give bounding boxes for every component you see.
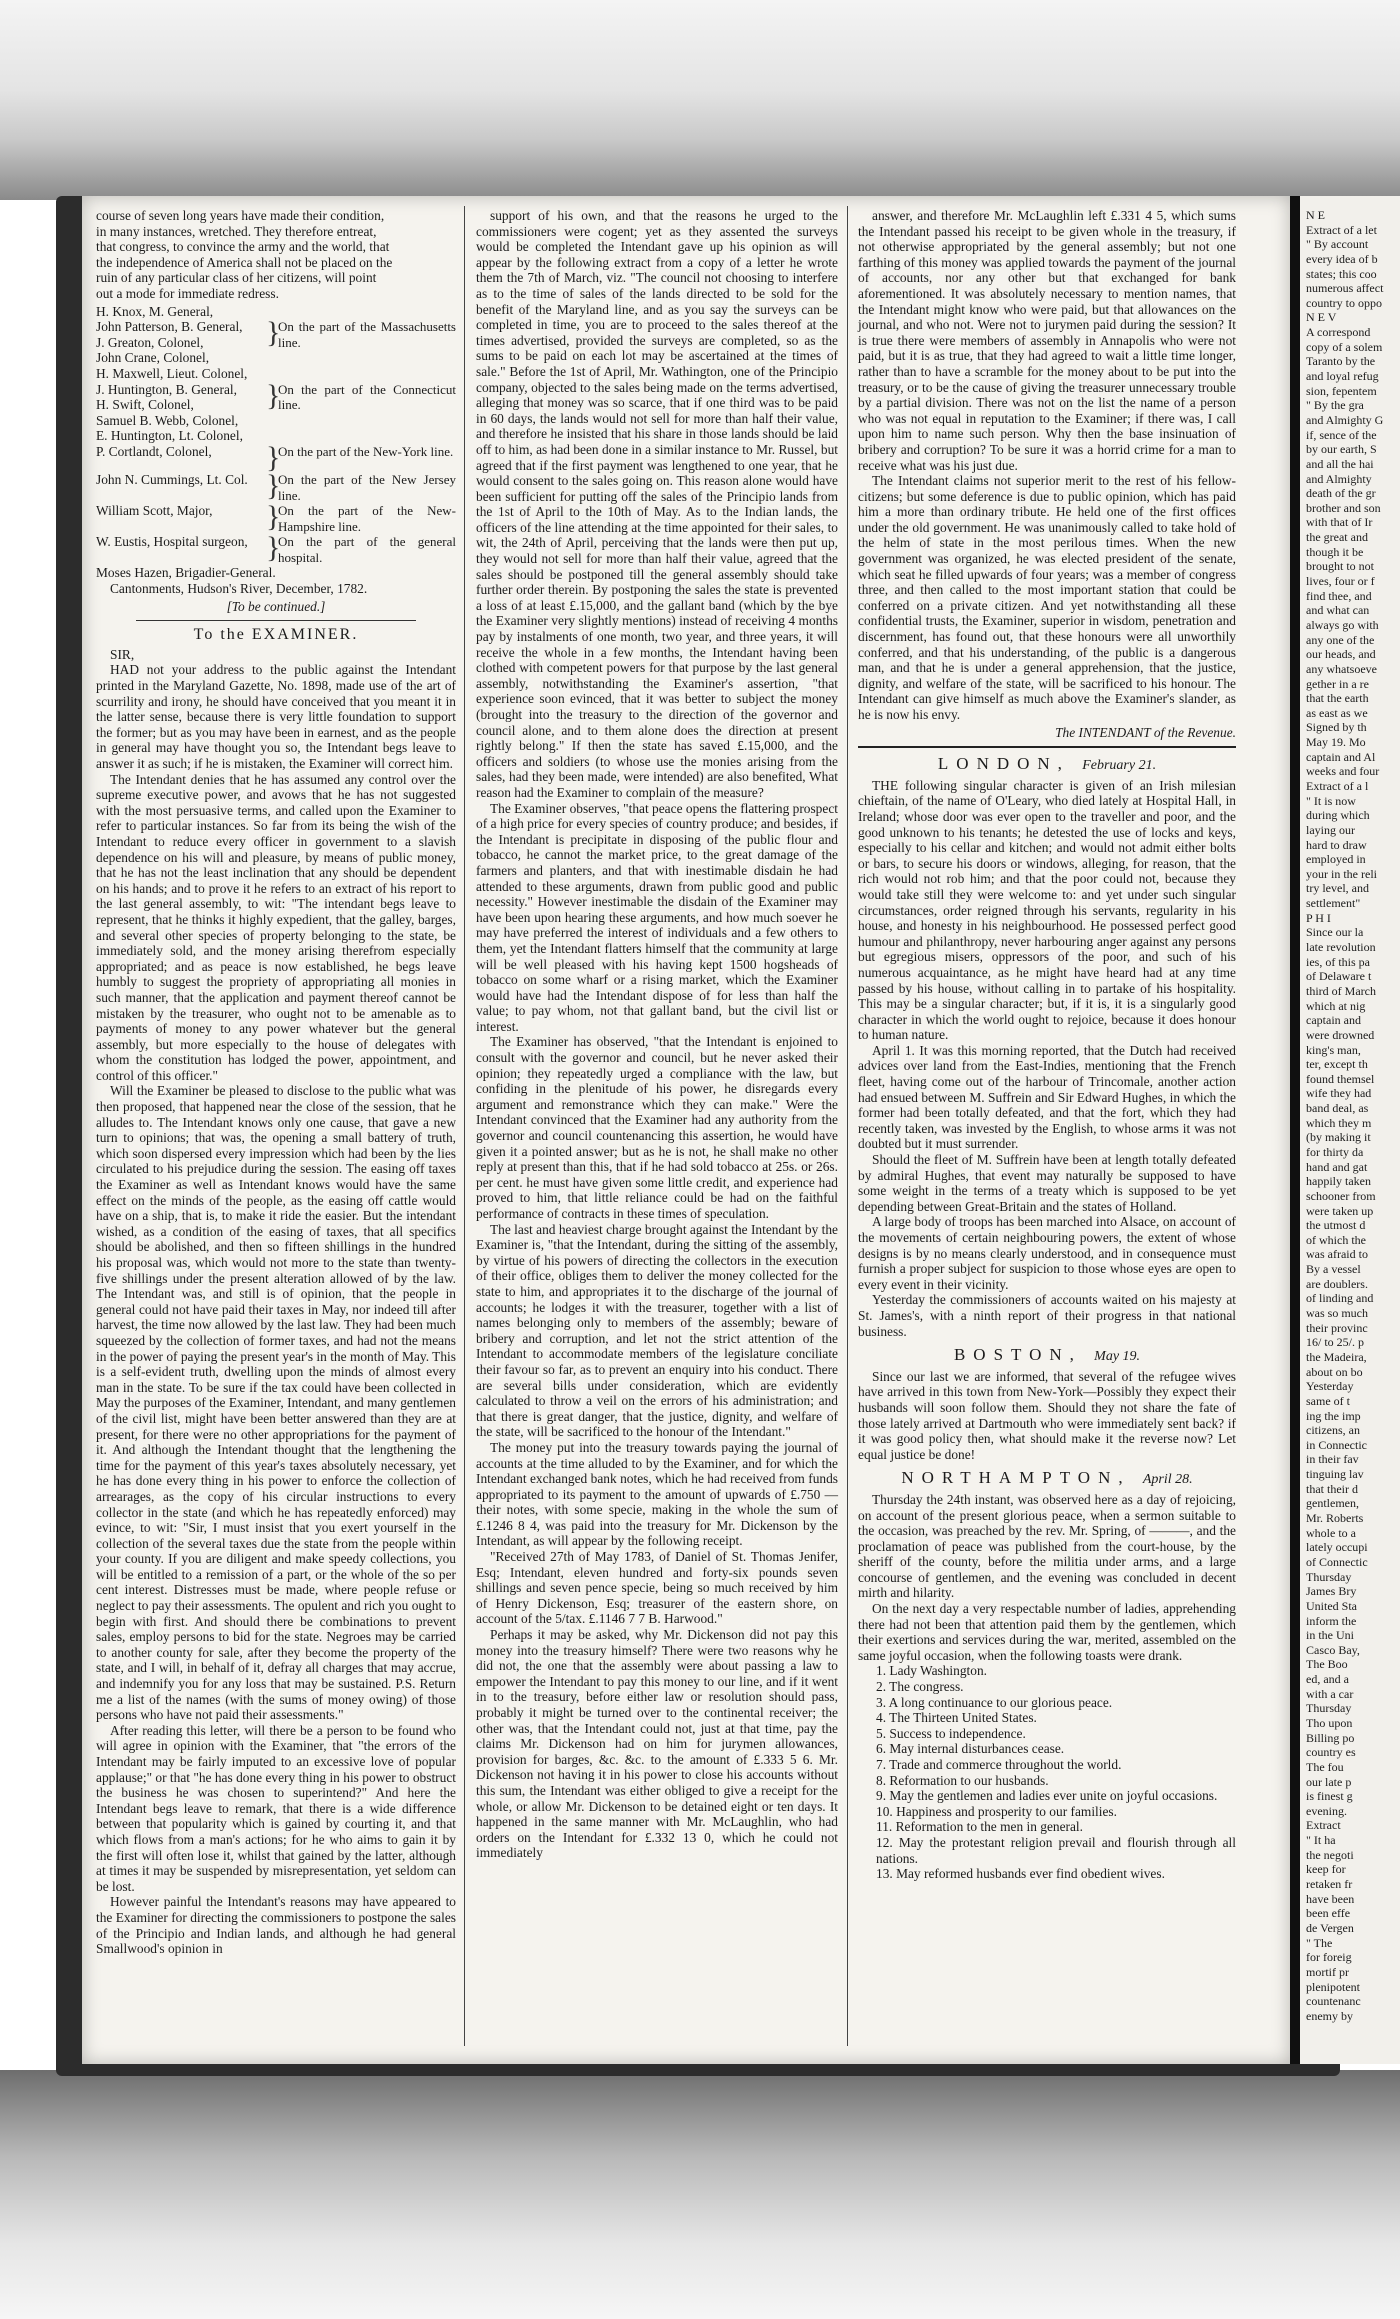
- signatory-name: Samuel B. Webb, Colonel,: [96, 412, 239, 428]
- text-line: ies, of this pa: [1306, 954, 1370, 969]
- text-line: always go with: [1306, 617, 1379, 632]
- text-line: in Connectic: [1306, 1437, 1367, 1452]
- text-line: (by making it: [1306, 1130, 1371, 1145]
- text-line: in many instances, wretched. They therefore entreat,: [96, 223, 377, 239]
- signatory-group: [96, 378, 456, 444]
- text-line: gether in a re: [1306, 676, 1369, 691]
- adjacent-page: [1300, 196, 1400, 2064]
- text-line: N E V: [1306, 310, 1337, 325]
- text-line: states; this coo: [1306, 266, 1377, 281]
- column-rule: [464, 206, 465, 2046]
- text-line: 16/ to 25/. p: [1306, 1335, 1365, 1350]
- signatory-names: [96, 534, 266, 550]
- dateline-boston-place: BOSTON,: [953, 1345, 1082, 1365]
- signatory-group: [96, 500, 456, 534]
- text-line: any whatsoeve: [1306, 661, 1377, 676]
- paragraph: The Intendant claims not superior merit to the rest of his fellow-citizens; but some deference is due to public opinion, which has paid him a more than ordinary tribute. He held one of the first offices under the old government. He was unanimously called to take hold of the helm of state in the most perilous times. When the new government was organized, he was elected president of the senate, which seat he filled upwards of four years; was a member of congress three, and then called to the most important station that could be conferred on a private citizen. And yet notwithstanding all these confidential trusts, the Examiner, superior in wisdom, penetration and discernment, has found out, that these honours were all unworthily conferred, and that his understanding, of the public is a dangerous man, and that he is under a general apprehension, that the justice, dignity, and welfare of the state, will be sacrificed to his honour. The Intendant can give himself as much above the Examiner's slander, as he is now his envy.: [858, 473, 1236, 722]
- toast-item: 7. Trade and commerce throughout the world.: [876, 1757, 1122, 1772]
- signatory-names: [96, 503, 266, 519]
- text-line: ter, except th: [1306, 1057, 1368, 1072]
- text-line: with that of Ir: [1306, 515, 1373, 530]
- text-line: brother and son: [1306, 500, 1381, 515]
- text-line: try level, and: [1306, 881, 1369, 896]
- dateline-northampton-place: NORTHAMPTON,: [901, 1468, 1131, 1488]
- text-line: mortif pr: [1306, 1964, 1349, 1979]
- text-line: were drowned: [1306, 1027, 1375, 1042]
- text-line: Tho upon: [1306, 1715, 1353, 1730]
- dateline-london-date: February 21.: [1082, 758, 1157, 774]
- petition-closing-text: [96, 208, 456, 302]
- text-line: our heads, and: [1306, 647, 1376, 662]
- signatory-name: H. Knox, M. General,: [96, 303, 214, 319]
- text-line: and what can: [1306, 603, 1370, 618]
- news-paragraph: On the next day a very respectable number of ladies, apprehending there had not been that attention paid them by the gentlemen, which their exertions and services during the war, merited, assembled on the same joyful occasion, when the following toasts were drank.: [858, 1601, 1236, 1663]
- letter-body-continued: [476, 208, 838, 1861]
- text-line: United Sta: [1306, 1598, 1357, 1613]
- text-line: " By account: [1306, 237, 1369, 252]
- text-line: Since our la: [1306, 925, 1364, 940]
- text-line: in their fav: [1306, 1452, 1359, 1467]
- signatory-names: [96, 444, 266, 460]
- text-line: were taken up: [1306, 1203, 1374, 1218]
- signatory-name: P. Cortlandt, Colonel,: [96, 443, 212, 459]
- text-line: P H I: [1306, 910, 1331, 925]
- text-line: hand and gat: [1306, 1159, 1368, 1174]
- text-line: that their d: [1306, 1481, 1358, 1496]
- paragraph: The last and heaviest charge brought against the Intendant by the Examiner is, "that the Intendant, during the sitting of the assembly, by virtue of his powers of directing the collectors in the execution of their office, obliges them to deliver the money collected for the state to him, and appropriates it to the discharge of the journal of accounts; he lodges it with the treasurer, together with a list of names belonging only to members of the assembly; beware of bribery and corruption, and let not the strict attention of the Intendant to accommodate members of the legislature conciliate their favour so far, as to prevent an enquiry into his conduct. There are several bills under consideration, which are evidently calculated to throw a veil on the errors of his administration; and that there is great danger, that the justice, dignity, and welfare of the state, will be sacrificed to the honour of the Intendant.": [476, 1221, 838, 1440]
- text-line: was afraid to: [1306, 1247, 1368, 1262]
- text-line: May 19. Mo: [1306, 735, 1366, 750]
- text-line: same of t: [1306, 1393, 1350, 1408]
- signatory-names: [96, 472, 266, 488]
- signatory-line-note: On the part of the New-Hampshire line.: [278, 503, 456, 534]
- toast-item: 8. Reformation to our husbands.: [876, 1772, 1049, 1788]
- text-line: captain and: [1306, 1013, 1361, 1028]
- text-line: " The: [1306, 1935, 1333, 1950]
- text-line: of linding and: [1306, 1291, 1374, 1306]
- signatory-group: [96, 531, 456, 565]
- text-line: though it be: [1306, 544, 1364, 559]
- text-line: country to oppo: [1306, 295, 1382, 310]
- letter-body: [96, 662, 456, 1956]
- text-line: our late p: [1306, 1774, 1352, 1789]
- salutation: SIR,: [110, 646, 135, 662]
- text-line: Extract of a let: [1306, 222, 1377, 237]
- text-line: citizens, an: [1306, 1423, 1360, 1438]
- text-line: plenipotent: [1306, 1979, 1360, 1994]
- scan-background-top: [0, 0, 1400, 200]
- text-line: found themsel: [1306, 1071, 1375, 1086]
- text-line: inform the: [1306, 1613, 1357, 1628]
- boston-news: [858, 1369, 1236, 1463]
- text-line: of Connectic: [1306, 1554, 1368, 1569]
- text-line: for thirty da: [1306, 1145, 1364, 1159]
- brace: }: [266, 316, 281, 350]
- text-line: the utmost d: [1306, 1218, 1366, 1233]
- text-line: for foreig: [1306, 1950, 1352, 1965]
- text-line: A correspond: [1306, 325, 1371, 340]
- text-line: have been: [1306, 1891, 1355, 1906]
- text-line: which at nig: [1306, 998, 1366, 1013]
- signatory-line-note: On the part of the Connecticut line.: [278, 381, 456, 413]
- text-line: By a vessel: [1306, 1262, 1361, 1277]
- text-line: that the earth: [1306, 691, 1369, 706]
- dateline: Cantonments, Hudson's River, December, 1782.: [110, 581, 368, 597]
- column-1: [96, 208, 456, 1957]
- paragraph: "Received 27th of May 1783, of Daniel of St. Thomas Jenifer, Esq; Intendant, eleven hundred and forty-six pounds seven shillings and seven pence specie, being so much received by him of Henry Dickenson, Esq; treasurer of the eastern shore, on account of the 5/tax. £.1146 7 7 B. Harwood.": [476, 1549, 838, 1627]
- paragraph: Will the Examiner be pleased to disclose to the public what was then proposed, that happened near the close of the session, that he alludes to. The Intendant knows only one cause, that gave a new turn to opinions; that was, the opening a small battery of truth, which soon dispersed every impression which had been by the lies circulated to his prejudice during the session. The easing off taxes the Examiner as well as Intendant knows would have the same effect on the minds of the people, as the easing off cattle would have on a ship, that is, to make it ride the easier. But the intendant wished, as a condition of the easing of taxes, that all specifics should be abolished, and then so fifteen shillings in the hundred his proposal was, which would not more to the state than twenty-five shillings under the present alteration allowed of by the law. The Intendant was, and still is of opinion, that the people in general could not have paid their taxes in May, nor indeed till after harvest, the time now allowed by the last law. They had been much squeezed by the collection of former taxes, and had not the means in the power of paying the present year's in the month of May. This is a self-evident truth, dwelling upon the minds of almost every man in the state. To be sure if the tax could have been collected in May the purposes of the Examiner, Intendant, and many gentlemen of the civil list, might have been better answered than they are at present, for there were no other appropriations for the payment of it. And although the Intendant thought that the lengthening the time for the payment of this year's taxes absolutely necessary, yet he has done every thing in his power to enforce the collection of arrearages, as the copy of his circular instructions to every collector in the state (and which he has repeatedly enforced) may evince, to wit: "Sir, I must insist that you exert yourself in the collection of the several taxes due the state from the people within your county. If you are diligent and make speedy collections, you will be entitled to a remission of a part, or the whole of the so per cent interest. Distresses must be made, where people refuse or neglect to pay their assessments. The opulent and rich you ought to begin with first. And should there be combinations to prevent sales, employ persons to bid for the state. Negroes may be carried to another county for sale, after they become the property of the state, and I will, in behalf of it, defray all charges that may accrue, and indemnify you for any loss that may be sustained. P.S. Return me a list of the names (with the sums of money owing) of those persons who have not paid their assessments.": [96, 1083, 456, 1723]
- paragraph: answer, and therefore Mr. McLaughlin left £.331 4 5, which sums the Intendant passed his receipt to be given whole in the treasury, if not otherwise appropriated by the general assembly; but not one farthing of this money was applied towards the payment of the journal of accounts, nor any other but that exchanged for bank aforementioned. It was absolutely necessary to mention names, that the Intendant might know who were paid, but that allowances on the journal, and who not. Were not to jurymen paid during the session? It is true there were members of assembly in Annapolis who were not paid, but it is as true, that they had agreed to wait a little time longer, rather than to have a scramble for the money about to be put into the treasury, or to be the cause of giving the treasurer unnecessary trouble by a partial division. There was not on the list the name of a person who was not equal in reputation to the Examiner; if there was, I call upon him to name such person. Why then the base insinuation of bribery and corruption? To be sure it was a horrid crime for a man to receive what was his just due.: [858, 208, 1236, 473]
- text-line: find thee, and: [1306, 588, 1372, 603]
- text-line: evening.: [1306, 1803, 1347, 1818]
- dateline-boston-date: May 19.: [1094, 1349, 1141, 1365]
- signatory-line-note: On the part of the Massachusetts line.: [278, 319, 456, 350]
- text-line: every idea of b: [1306, 251, 1378, 266]
- text-line: ing the imp: [1306, 1408, 1361, 1423]
- page-gutter: [1290, 196, 1300, 2064]
- letter-heading: To the EXAMINER.: [193, 626, 359, 644]
- signatory-name: E. Huntington, Lt. Colonel,: [96, 428, 243, 444]
- paragraph: The money put into the treasury towards paying the journal of accounts at the time alluded to by the Examiner, and for which the Intendant exchanged bank notes, which he had received from funds appropriated to its payment to the amount of upwards of £.750 — their notes, with some specie, making in the whole the sum of £.1246 8 4, was paid into the treasury for Mr. Dickenson by the Intendant, as will appear by the following receipt.: [476, 1439, 838, 1549]
- dateline-northampton: [858, 1470, 1236, 1488]
- signatory-name: J. Huntington, B. General,: [96, 381, 237, 397]
- toast-item: 2. The congress.: [876, 1679, 964, 1695]
- text-line: if, sence of the: [1306, 427, 1377, 442]
- text-line: whole to a: [1306, 1525, 1356, 1540]
- toast-item: 13. May reformed husbands ever find obedient wives.: [876, 1866, 1165, 1882]
- text-line: death of the gr: [1306, 486, 1376, 501]
- text-line: wife they had: [1306, 1086, 1372, 1101]
- toast-item: 1. Lady Washington.: [876, 1663, 987, 1679]
- dateline-northampton-date: April 28.: [1142, 1472, 1193, 1488]
- text-line: ed, and a: [1306, 1672, 1349, 1687]
- text-line: ruin of any particular class of her citizens, will point: [96, 270, 377, 286]
- text-line: brought to not: [1306, 559, 1374, 574]
- signatory-line-note: On the part of the general hospital.: [278, 534, 456, 565]
- text-line: Mr. Roberts: [1306, 1511, 1364, 1526]
- text-line: been effe: [1306, 1906, 1351, 1921]
- text-line: " By the gra: [1306, 398, 1364, 413]
- text-line: " It is now: [1306, 793, 1356, 808]
- scan-background-bottom: [0, 2070, 1400, 2319]
- paragraph: However painful the Intendant's reasons may have appeared to the Examiner for directing the commissioners to postpone the sales of the Principio and Indian lands, and although he had general Smallwood's opinion in: [96, 1894, 456, 1957]
- text-line: the independence of America shall not be placed on the: [96, 254, 393, 270]
- text-line: Thursday: [1306, 1701, 1352, 1716]
- text-line: late revolution: [1306, 940, 1376, 955]
- text-line: Thursday: [1306, 1569, 1352, 1584]
- text-line: employed in: [1306, 852, 1366, 867]
- letter-body-conclusion: [858, 208, 1236, 723]
- text-line: retaken fr: [1306, 1877, 1353, 1892]
- newspaper-page: [82, 196, 1290, 2064]
- signatory-names: [96, 382, 266, 444]
- text-line: numerous affect: [1306, 281, 1384, 296]
- text-line: with a car: [1306, 1686, 1354, 1701]
- brace: }: [266, 468, 281, 502]
- text-line: which they m: [1306, 1115, 1372, 1130]
- column-3: [858, 208, 1236, 1882]
- text-line: settlement": [1306, 896, 1361, 911]
- column-2: [476, 208, 838, 1861]
- signatory-line-note: On the part of the New-York line.: [278, 443, 454, 459]
- paragraph: The Intendant denies that he has assumed any control over the supreme executive power, and avows that he has not suggested with the most persuasive terms, and called upon the Examiner to refer to particular instances. So far from its being the wish of the Intendant to reduce every officer in government to a slavish dependence on his will and pleasure, by means of public money, that he has not the least inclination that any should be dependent on his hands; and to prove it he refers to an extract of his report to the last general assembly, to wit: "The intendant begs leave to represent, that he thinks it highly expedient, that the galley, barges, and several other species of property belonging to the state, be immediately sold, and the money arising therefrom especially appropriated; and as peace is now established, he begs leave humbly to suggest the propriety of appropriating all monies in such manner, that the application and payment thereof cannot be mistaken by the treasurer, who ought not to be amenable as to payments of money to any power whatever but the general assembly, but more especially to the house of delegates with whom the constitution has lodged the power, appointment, and control of this officer.": [96, 771, 456, 1083]
- signatory-name: J. Greaton, Colonel,: [96, 334, 204, 350]
- signatory-name: H. Maxwell, Lieut. Colonel,: [96, 365, 248, 381]
- text-line: Billing po: [1306, 1730, 1355, 1745]
- text-line: of Delaware t: [1306, 969, 1372, 984]
- text-line: keep for: [1306, 1862, 1346, 1877]
- text-line: the great and: [1306, 530, 1368, 545]
- dateline-london-place: LONDON,: [937, 754, 1070, 774]
- toast-item: 9. May the gentlemen and ladies ever unite on joyful occasions.: [876, 1788, 1218, 1804]
- news-paragraph: THE following singular character is given of an Irish milesian chieftain, of the name of O'Leary, who died lately at Hospital Hall, in Ireland; whose door was ever open to the traveller and poor, and the good unknown to his tenants; he detested the use of locks and keys, especially to his cellar and kitchen; and would not admit either bolts or bars, to secure his doors or windows, alleging, for reason, that the rich would not rob him; and that the poor could not, because they would take still they were welcome to: and yet under such singular circumstances, order reigned through his servants, regularity in his house, and honesty in his neighbourhood. He possessed perfect good humour and philanthropy, never harbouring anger against any persons but egregious misers, oppressors of the poor, and such of his numerous acquaintance, as he might have heard had at any time passed by his house, without calling in to partake of his hospitality. This may be a singular character; but, if it is, it is a singularly good character in which the world ought to rejoice, because it does honour to human nature.: [858, 777, 1236, 1043]
- text-line: course of seven long years have made their condition,: [96, 208, 385, 223]
- text-line: N E: [1306, 208, 1325, 222]
- news-paragraph: Since our last we are informed, that several of the refugee wives have arrived in this town from New-York—Possibly they expect their husbands will soon follow them. Should they not share the fate of those lately arrived at Dartmouth who were immediately sent back? if it was good policy then, what should make it the reverse now? Let equal justice be done!: [858, 1368, 1236, 1462]
- northampton-news: [858, 1492, 1236, 1664]
- news-paragraph: April 1. It was this morning reported, that the Dutch had received advices over land from the East-Indies, mentioning that the French fleet, having come out of the harbour of Trincomale, another action had ensued between M. Suffrein and Sir Edward Hughes, in which the former had been totally defeated, and that the fort, which they had recently taken, was invested by the English, to whose arms it was not doubted but it must surrender.: [858, 1042, 1236, 1152]
- signatories-list: [96, 304, 456, 566]
- text-line: are doublers.: [1306, 1276, 1368, 1291]
- text-line: and loyal refug: [1306, 369, 1379, 384]
- text-line: gentlemen,: [1306, 1496, 1359, 1511]
- news-paragraph: Should the fleet of M. Suffrein have been at length totally defeated by admiral Hughes, that event may naturally be supposed to have some weight in the terms of a treaty which is supposed to be yet depending between Great-Britain and the states of Holland.: [858, 1152, 1236, 1214]
- toast-item: 12. May the protestant religion prevail and flourish through all nations.: [876, 1834, 1236, 1866]
- text-line: schooner from: [1306, 1188, 1376, 1203]
- column-rule: [847, 206, 848, 2046]
- london-news: [858, 778, 1236, 1339]
- text-line: about on bo: [1306, 1364, 1363, 1379]
- news-paragraph: Yesterday the commissioners of accounts waited on his majesty at St. James's, with a ninth report of their progress in that national business.: [858, 1292, 1236, 1339]
- text-line: de Vergen: [1306, 1920, 1354, 1935]
- text-line: and Almighty G: [1306, 412, 1384, 427]
- text-line: third of March: [1306, 983, 1376, 998]
- text-line: hard to draw: [1306, 837, 1367, 852]
- brace: }: [266, 440, 281, 474]
- text-line: lives, four or f: [1306, 574, 1375, 589]
- text-line: sion, fepentem: [1306, 383, 1377, 398]
- text-line: lately occupi: [1306, 1540, 1368, 1555]
- news-paragraph: Thursday the 24th instant, was observed here as a day of rejoicing, on account of the present glorious peace, when a sermon suitable to the occasion, was preached by the rev. Mr. Spring, of ———, and the proclamation of peace was published from the court-house, by the sheriff of the county, before the militia under arms, and a large concourse of gentlemen, and the evening was concluded in decent mirth and hilarity.: [858, 1491, 1236, 1601]
- text-line: during which: [1306, 808, 1370, 823]
- text-line: Casco Bay,: [1306, 1642, 1360, 1657]
- text-line: in the Uni: [1306, 1628, 1354, 1643]
- dateline-boston: [858, 1347, 1236, 1365]
- text-line: happily taken: [1306, 1174, 1371, 1189]
- signatory-group: [96, 316, 456, 381]
- signatory-names: [96, 304, 266, 320]
- text-line: countenanc: [1306, 1994, 1361, 2009]
- signatory-name: John Crane, Colonel,: [96, 350, 210, 366]
- toast-item: 3. A long continuance to our glorious peace.: [876, 1694, 1113, 1710]
- text-line: The fou: [1306, 1759, 1344, 1774]
- toast-item: 11. Reformation to the men in general.: [876, 1819, 1083, 1835]
- toast-list: [858, 1663, 1236, 1881]
- text-line: king's man,: [1306, 1042, 1361, 1057]
- divider: [858, 746, 1236, 748]
- paragraph: The Examiner observes, "that peace opens the flattering prospect of a high price for every species of country produce; and besides, if the Intendant is precipitate in disposing of the public flour and tobacco, he cannot the market price, to the great damage of the farmers and planters, and that with inestimable disdain he had attended to these arguments, drawn from public good and public necessity." However inestimable the disdain of the Examiner may have been upon hearing these arguments, and how much soever he may have preferred the interest of individuals and a few others to them, yet the Intendant flatters himself that the community at large will be well pleased with his having kept 1500 hogsheads of tobacco on some wharf or a rising market, which the Examiner would have had the Intendant dispose of for less than half the value; to pay whom, not that gallant band, but the civil list or interest.: [476, 800, 838, 1034]
- continued-note: [To be continued.]: [226, 598, 326, 614]
- text-line: any one of the: [1306, 632, 1375, 647]
- text-line: of which the: [1306, 1232, 1366, 1247]
- paragraph: After reading this letter, will there be a person to be found who will agree in opinion with the Examiner, that "the errors of the Intendant may be fairly imputed to an excessive love of popular applause;" or that "he has done every thing in his power to obstruct the business he was chosen to superintend?" And here the Intendant begs leave to remark, that there is a wide difference between that popularity which is gained by courting it, and that which flows from a man's actions; for he who aims to gain it by the first will often lose it, whilst that gained by the latter, although at times it may be suspended by misrepresentation, yet seldom can be lost.: [96, 1722, 456, 1894]
- text-line: Signed by th: [1306, 720, 1367, 735]
- toast-item: 6. May internal disturbances cease.: [876, 1741, 1065, 1757]
- intendant-signature: The INTENDANT of the Revenue.: [1055, 724, 1236, 740]
- signatory-name: W. Eustis, Hospital surgeon,: [96, 534, 248, 550]
- text-line: Taranto by the: [1306, 354, 1376, 369]
- brace: }: [266, 500, 281, 534]
- brace: }: [266, 378, 281, 412]
- signatory-name: William Scott, Major,: [96, 503, 213, 519]
- text-line: country es: [1306, 1745, 1356, 1760]
- text-line: tinguing lav: [1306, 1467, 1364, 1482]
- paragraph: The Examiner has observed, "that the Intendant is enjoined to consult with the governor and council, but he never asked their opinion; they repeatedly urged a compliance with the law, but confiding in the plenitude of his power, he disregards every argument and remonstrance which they can make." Were the Intendant convinced that the Examiner had any authority from the governor and council countenancing this assertion, he would have given it a pointed answer; but as he is not, he shall make no other reply at present than this, that if he had sold tobacco at 25s. or 26s. per cent. he must have given some little credit, and experience had proved to him, that little reliance could be had on the faithful performance of contracts in these times of speculation.: [476, 1034, 838, 1221]
- text-line: band deal, as: [1306, 1101, 1369, 1116]
- text-line: weeks and four: [1306, 764, 1380, 779]
- text-line: captain and Al: [1306, 749, 1376, 764]
- signatory-group: [96, 468, 456, 503]
- toast-item: 5. Success to independence.: [876, 1725, 1026, 1741]
- signatory-line-note: On the part of the New Jersey line.: [278, 471, 456, 503]
- signatory-group: [96, 440, 456, 474]
- dateline-london: [858, 756, 1236, 774]
- text-line: Extract: [1306, 1818, 1341, 1833]
- text-line: The Boo: [1306, 1657, 1348, 1672]
- toast-item: 10. Happiness and prosperity to our families.: [876, 1803, 1117, 1819]
- toast-item: 4. The Thirteen United States.: [876, 1710, 1037, 1726]
- text-line: as east as we: [1306, 705, 1368, 720]
- signatory-name: John Patterson, B. General,: [96, 319, 243, 335]
- signatory-names: [96, 319, 266, 381]
- divider: [136, 620, 416, 621]
- text-line: " It ha: [1306, 1833, 1336, 1848]
- text-line: your in the reli: [1306, 866, 1377, 881]
- text-line: the negoti: [1306, 1847, 1354, 1862]
- text-line: was so much: [1306, 1306, 1368, 1321]
- text-line: Yesterday: [1306, 1379, 1354, 1394]
- text-line: the Madeira,: [1306, 1349, 1367, 1364]
- brace: }: [266, 531, 281, 565]
- text-line: and all the hai: [1306, 456, 1374, 471]
- news-paragraph: A large body of troops has been marched into Alsace, on account of the movements of certain neighbouring powers, the extent of whose designs is by no means clearly understood, and in consequence must furnish a proper subject for suspicion to those whose eyes are open to every event in their vicinity.: [858, 1214, 1236, 1292]
- text-line: that congress, to convince the army and the world, that: [96, 239, 390, 255]
- adjacent-page-text: [1306, 208, 1396, 2023]
- text-line: copy of a solem: [1306, 339, 1383, 354]
- text-line: enemy by: [1306, 2008, 1353, 2023]
- text-line: is finest g: [1306, 1789, 1353, 1804]
- text-line: out a mode for immediate redress.: [96, 285, 279, 301]
- signatory-name: H. Swift, Colonel,: [96, 397, 194, 413]
- signatory-name: John N. Cummings, Lt. Col.: [96, 471, 248, 487]
- text-line: James Bry: [1306, 1584, 1357, 1599]
- closing-signature: Moses Hazen, Brigadier-General.: [96, 565, 276, 581]
- paragraph: support of his own, and that the reasons he urged to the commissioners were cogent; yet as they assented the surveys would be completed the Intendant gave up his opinion as will appear by the following extract from a copy of a letter he wrote them the 7th of March, viz. "The council not choosing to interfere as to the time of sales of the lands directed to be sold for the benefit of the Maryland line, and as you say the surveys can be completed in time, you are to proceed to the sales thereof at the times advertised, provided the surveys are completed, so as the sums to be paid on each lot may be ascertained at the times of sale." Before the 1st of April, Mr. Wathington, one of the Principio company, objected to the sales being made on the terms advertised, alleging that money was so scarce, that if one third was to be paid in 60 days, the lands would not sell for more than half their value, and therefore he insisted that his share in those lands should be laid off to him, as had been done in a similar instance to Mr. Russel, but agreed that if the first payment was lengthened to one year, that he would consent to the sales going on. This reason alone would have been sufficient for putting off the sales of the Principio lands from the 1st of April to the 10th of May. As to the Indian lands, the officers of the line attending at the time appointed for their sales, to wit, the 24th of April, perceiving that the lands were then put up, they would not sell for more than half their value, agreed that the sales should be postponed till the general assembly should take further order therein. By postponing the sales the state is prevented a loss of at least £.15,000, and the gallant band (which by the bye the Examiner very slightly mentions) instead of receiving 4 months pay by instalments of one month, two year, and three years, it will receive the whole in a few months, the Intendant having been clothed with competent powers for that purpose by the last general assembly, notwithstanding the Examiner's assertion, "that experience soon evinced, that it was better to subject the money (brought into the treasury to the direction of the governor and council alone, and to them alone does the direction at present rightly belong." If then the state has saved £.15,000, and the officers and soldiers (to whose use the monies arising from the sales, had they been made, were intended) are also benefited, What reason had the Examiner to complain of the measure?: [476, 208, 838, 800]
- paragraph: Perhaps it may be asked, why Mr. Dickenson did not pay this money into the treasury himself? There were two reasons why he did not, the one that the assembly were about passing a law to empower the Intendant to pay this money to our line, and if it went in to the treasury, before either law or resolution should pass, probably it might be turned over to the continental receiver; the other was, that the Intendant could not, just at that time, pay the claims Mr. Dickenson had on him for jurymen allowances, provision for barges, &c. &c. to the amount of £.333 5 6. Mr. Dickenson not having it in his power to close his accounts without this sum, the Intendant was either obliged to give a receipt for the whole, or allow Mr. Dickenson to be detained eight or ten days. It happened in the same manner with Mr. McLaughlin, who had orders on the Intendant for £.332 13 0, which he could not immediately: [476, 1627, 838, 1861]
- text-line: by our earth, S: [1306, 442, 1377, 457]
- text-line: and Almighty: [1306, 471, 1372, 486]
- text-line: their provinc: [1306, 1320, 1368, 1335]
- text-line: Extract of a l: [1306, 778, 1369, 793]
- paragraph: HAD not your address to the public against the Intendant printed in the Maryland Gazette, No. 1898, made use of the art of scurrility and irony, he should have conceived that you meant it in the latter sense, because there is very little foundation to support the former; but as you may have been in earnest, and as the people in general may have thought you so, the Intendant begs leave to answer it as such; if he is mistaken, the Examiner will correct him.: [96, 662, 456, 771]
- text-line: laying our: [1306, 822, 1355, 837]
